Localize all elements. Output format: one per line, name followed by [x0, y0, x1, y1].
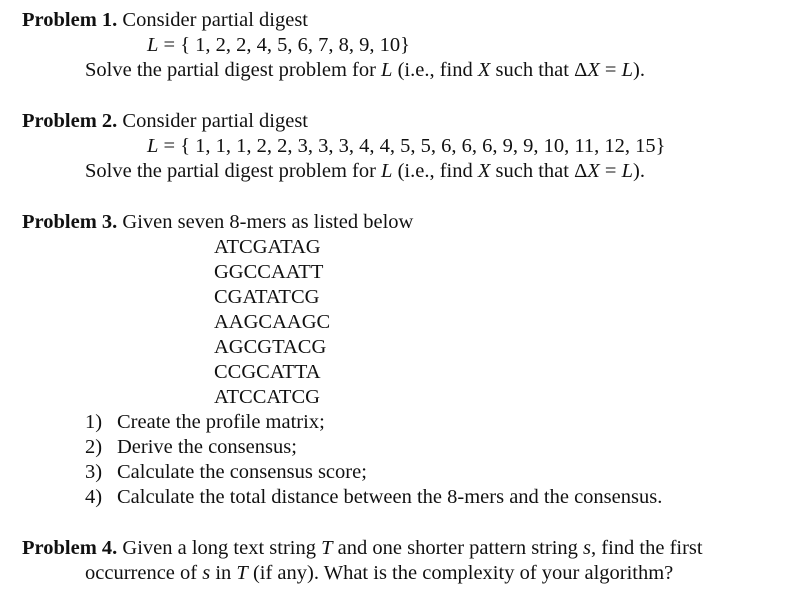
problem-2-heading — [22, 109, 308, 133]
problem-3-label: Problem 3. — [22, 211, 118, 233]
kmer-4: AAGCAAGC — [214, 311, 331, 333]
problem-1-intro: Consider partial digest — [122, 9, 309, 31]
problem-1-set: L = { 1, 2, 2, 4, 5, 6, 7, 8, 9, 10} — [147, 34, 411, 56]
kmer-7: ATCCATCG — [214, 386, 320, 408]
problem-1-instruction: Solve the partial digest problem for L (i.e., find X such that ΔX = L). — [85, 59, 645, 81]
problem-4-line-2: occurrence of s in T (if any). What is the complexity of your algorithm? — [85, 562, 674, 584]
problem-2-set: L = { 1, 1, 1, 2, 2, 3, 3, 3, 4, 4, 5, 5, 6, 6, 6, 9, 9, 10, 11, 12, 15} — [147, 135, 666, 157]
kmer-6: CCGCATTA — [214, 361, 321, 383]
problem-3-intro: Given seven 8-mers as listed below — [122, 211, 414, 233]
problem-1-heading — [22, 8, 308, 32]
task-item: 1) Create the profile matrix; — [85, 411, 325, 433]
problem-2-instruction: Solve the partial digest problem for L (i.e., find X such that ΔX = L). — [85, 160, 645, 182]
task-item: 2) Derive the consensus; — [85, 436, 297, 458]
kmer-3: CGATATCG — [214, 286, 320, 308]
task-item: 3) Calculate the consensus score; — [85, 461, 367, 483]
kmer-1: ATCGATAG — [214, 236, 321, 258]
problem-1-label: Problem 1. — [22, 9, 118, 31]
kmer-2: GGCCAATT — [214, 261, 324, 283]
problem-4-line-1: Problem 4. Given a long text string T and one shorter pattern string s, find the first — [22, 537, 703, 559]
problem-4-label: Problem 4. — [22, 537, 118, 559]
problem-2-intro: Consider partial digest — [122, 110, 309, 132]
problem-2-label: Problem 2. — [22, 110, 118, 132]
kmer-5: AGCGTACG — [214, 336, 327, 358]
task-item: 4) Calculate the total distance between the 8-mers and the consensus. — [85, 486, 663, 508]
problem-3-heading — [22, 210, 413, 234]
